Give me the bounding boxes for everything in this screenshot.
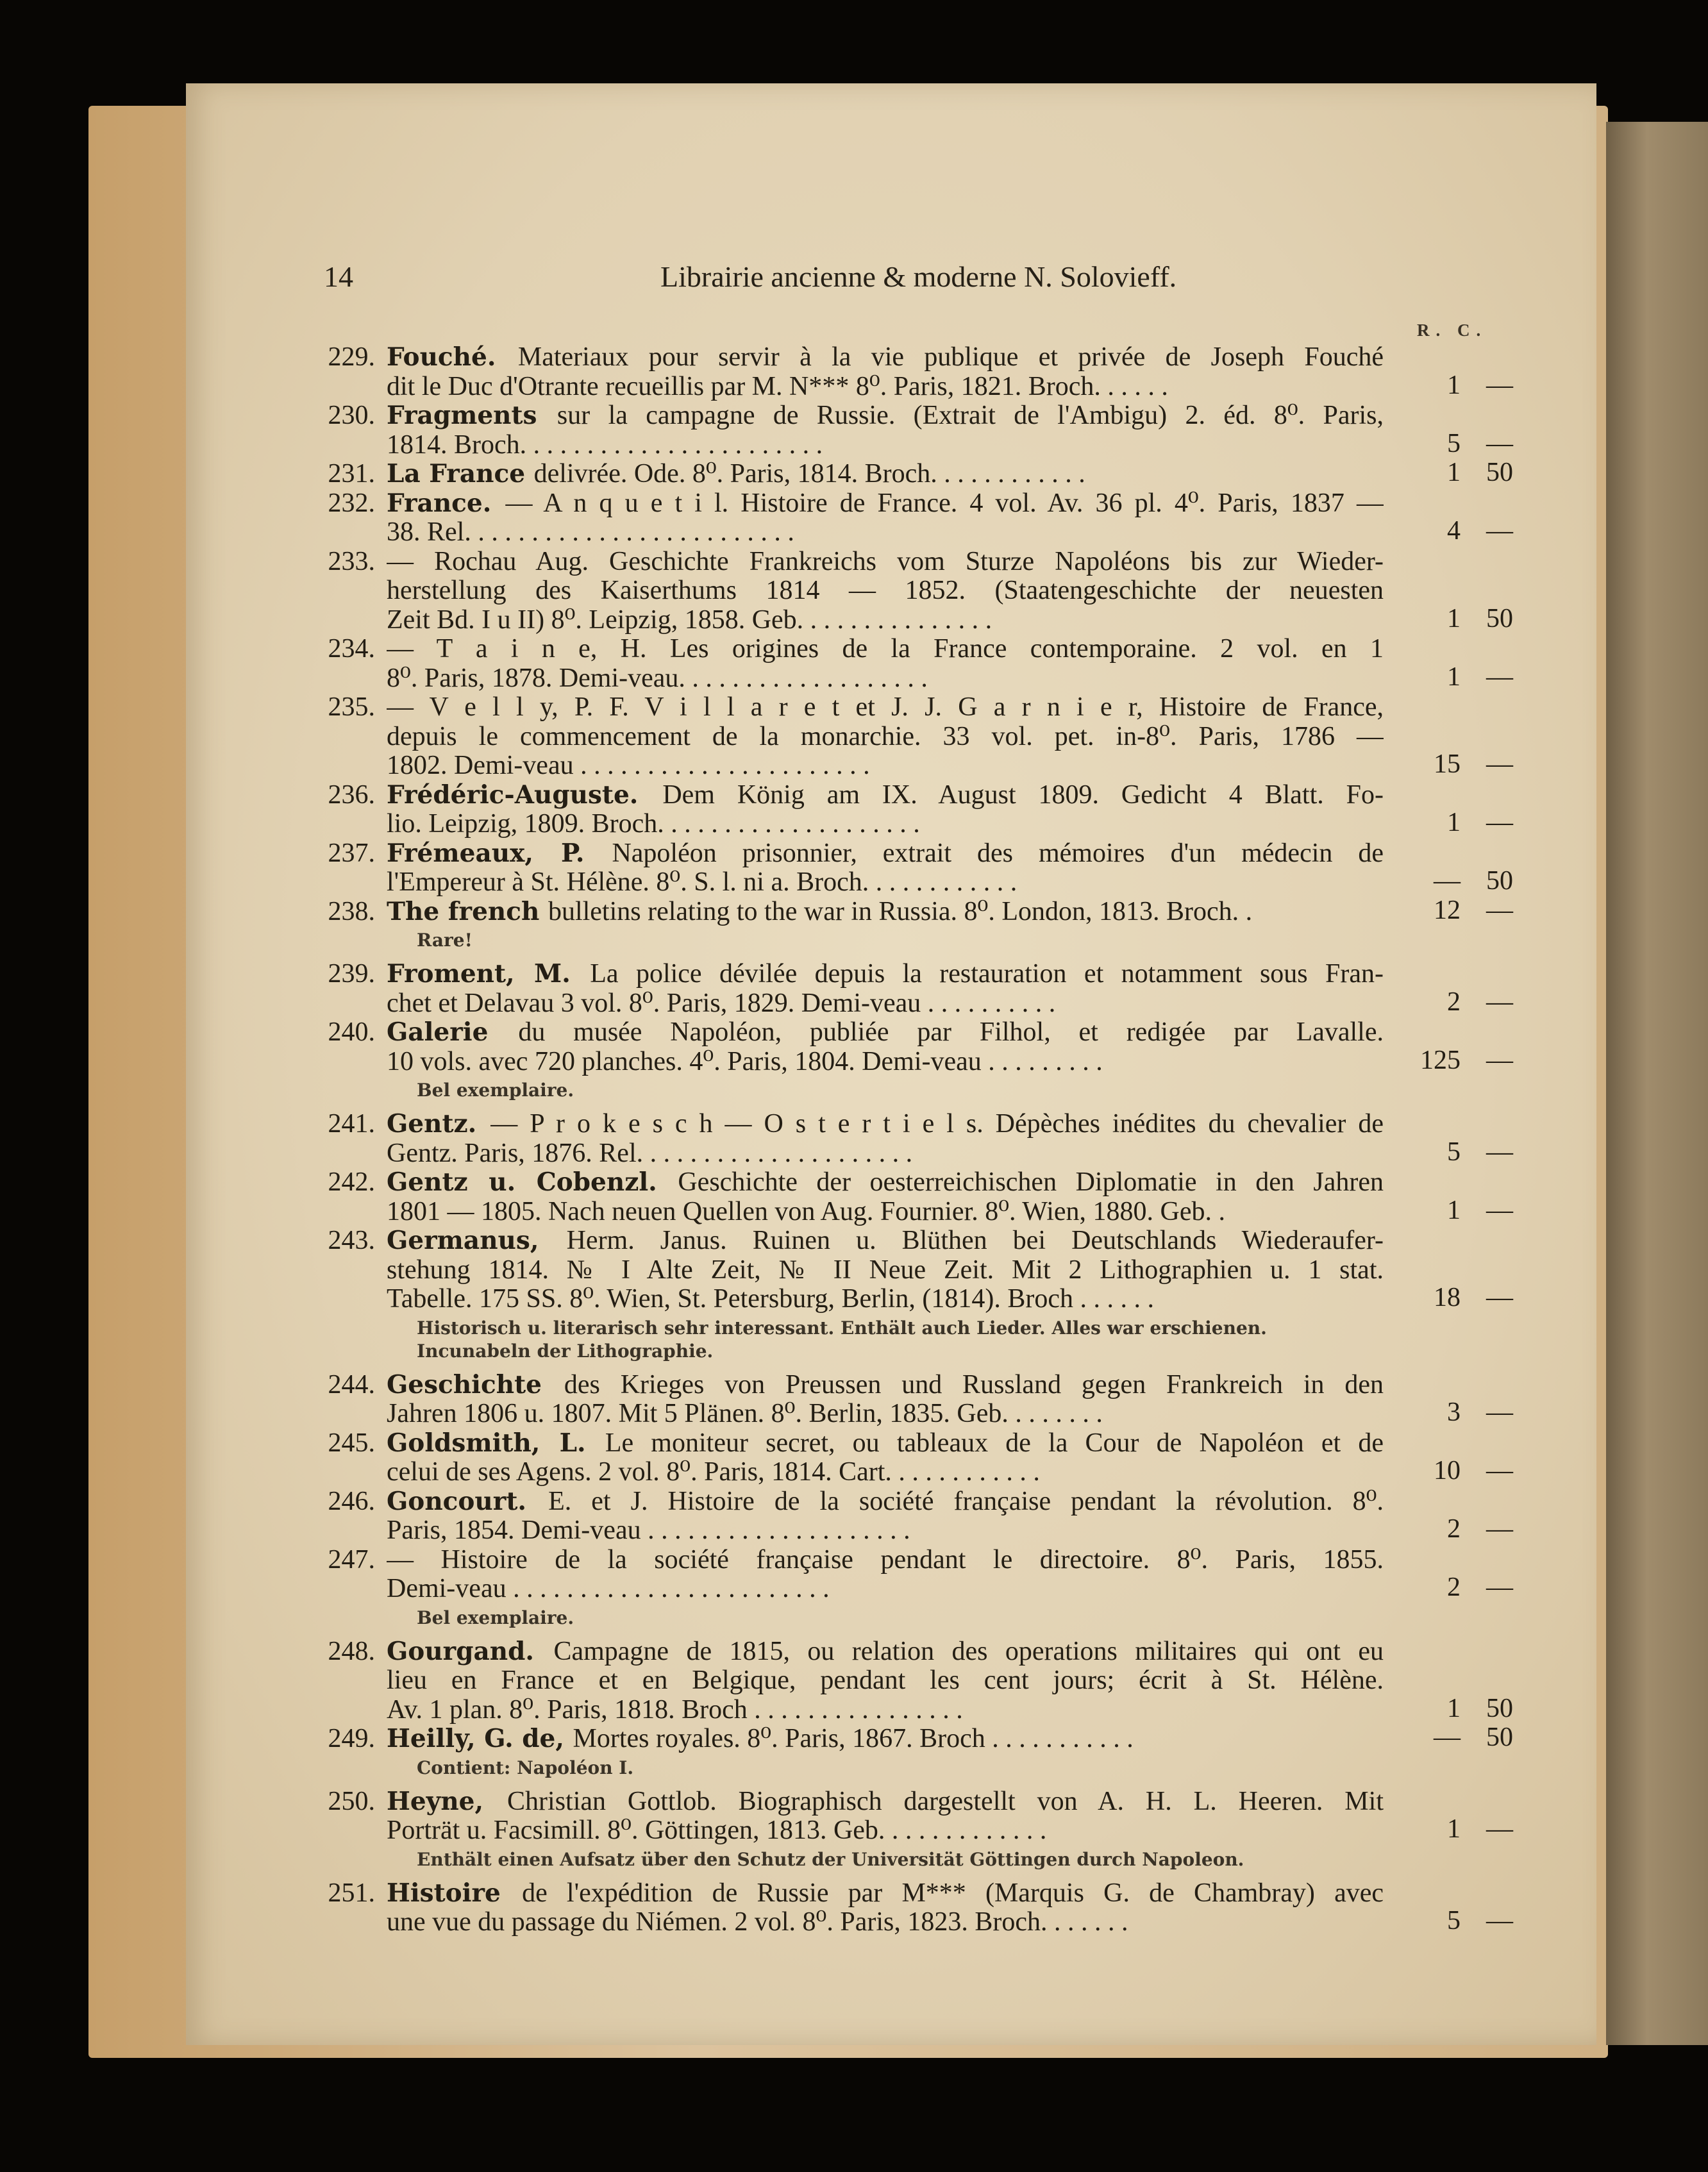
catalogue-entry xyxy=(314,1725,1564,1780)
entry-price xyxy=(1384,868,1531,898)
catalogue-entry xyxy=(314,635,1564,693)
entry-text: stehung 1814. № I Alte Zeit, № II Neue Zeit. Mit 2 Lithographien u. 1 stat. xyxy=(387,1255,1384,1285)
entry-note-line: Bel exemplaire. xyxy=(417,1607,574,1628)
price-roubles: 4 xyxy=(1447,516,1461,546)
entry-text: 1802. Demi-veau . . . . . . . . . . . . . . . . . . . . . . xyxy=(387,751,870,780)
entry-line xyxy=(387,1487,1384,1517)
price-roubles: 2 xyxy=(1447,1573,1461,1602)
catalogue-entry xyxy=(314,401,1564,460)
price-roubles: — xyxy=(1434,866,1461,896)
entry-line xyxy=(387,1399,1384,1429)
price-roubles: 1 xyxy=(1447,603,1461,633)
price-kopecks: 50 xyxy=(1486,866,1513,896)
entry-price xyxy=(1384,1516,1531,1546)
entry-text: Dem König am IX. August 1809. Gedicht 4 Blatt. Fo- xyxy=(662,780,1384,810)
entry-author: The french xyxy=(387,897,548,926)
currency-column-header: R. C. xyxy=(1417,321,1487,340)
catalogue-page xyxy=(186,83,1596,2045)
entry-line xyxy=(387,839,1384,869)
price-kopecks: 50 xyxy=(1486,1693,1513,1723)
price-roubles: 1 xyxy=(1447,458,1461,487)
entry-text: — P r o k e s c h — O s t e r t i e l s. Dépèches inédites du chevalier de xyxy=(490,1110,1384,1139)
entry-author: Gentz u. Cobenzl. xyxy=(387,1168,678,1197)
price-kopecks: — xyxy=(1486,895,1513,925)
entry-text: E. et J. Histoire de la société française pendant la révolution. 8⁰. xyxy=(548,1487,1384,1516)
entry-line xyxy=(387,372,1384,402)
entry-text: — V e l l y, P. F. V i l l a r e t et J. J. G a r n i e r, Histoire de France, xyxy=(387,693,1384,722)
entry-text: Jahren 1806 u. 1807. Mit 5 Plänen. 8⁰. Berlin, 1835. Geb. . . . . . . . xyxy=(387,1399,1103,1428)
entry-number: 235. xyxy=(328,692,375,722)
entry-text: Herm. Janus. Ruinen u. Blüthen bei Deutschlands Wiederaufer- xyxy=(566,1226,1384,1255)
entry-line xyxy=(387,547,1384,577)
entry-line xyxy=(387,810,1384,839)
entry-price xyxy=(1384,895,1531,927)
entry-note-line: Enthält einen Aufsatz über den Schutz der Universität Göttingen durch Napoleon. xyxy=(417,1848,1244,1870)
entry-text: l'Empereur à St. Hélène. 8⁰. S. l. ni a. Broch. . . . . . . . . . . . xyxy=(387,868,1017,897)
entry-line xyxy=(387,1110,1384,1139)
entry-number: 247. xyxy=(328,1544,375,1575)
entry-line xyxy=(387,1458,1384,1487)
entry-line xyxy=(387,1285,1384,1314)
entry-note-line: Bel exemplaire. xyxy=(417,1080,574,1101)
entry-number: 236. xyxy=(328,780,375,810)
entry-description xyxy=(387,343,1384,401)
running-head xyxy=(186,260,1596,298)
catalogue-entry xyxy=(314,693,1564,781)
catalogue-entry xyxy=(314,781,1564,839)
catalogue-entry xyxy=(314,1226,1564,1363)
entry-line xyxy=(387,1516,1384,1546)
entry-number: 234. xyxy=(328,634,375,664)
price-kopecks: — xyxy=(1486,808,1513,837)
entry-description xyxy=(387,460,1384,489)
entry-text: 1801 — 1805. Nach neuen Quellen von Aug. Fournier. 8⁰. Wien, 1880. Geb. . xyxy=(387,1197,1226,1226)
entry-description xyxy=(387,1637,1384,1725)
entry-line xyxy=(387,868,1384,898)
entry-price xyxy=(1384,1693,1531,1725)
entry-author: Goncourt. xyxy=(387,1487,549,1516)
entry-line xyxy=(387,1168,1384,1198)
price-kopecks: — xyxy=(1486,987,1513,1017)
entry-text: — Rochau Aug. Geschichte Frankreichs vom Sturze Napoléons bis zur Wieder- xyxy=(387,547,1384,576)
entry-description xyxy=(387,1546,1384,1604)
price-roubles: 5 xyxy=(1447,1137,1461,1167)
entry-line xyxy=(387,1018,1384,1048)
entry-line xyxy=(387,723,1384,752)
price-roubles: 5 xyxy=(1447,428,1461,458)
entry-price xyxy=(1384,1458,1531,1487)
entry-price xyxy=(1384,1045,1531,1077)
entry-text: Campagne de 1815, ou relation des operations militaires qui ont eu xyxy=(553,1637,1384,1666)
catalogue-entry xyxy=(314,1637,1564,1725)
entry-line xyxy=(387,898,1384,927)
entry-line xyxy=(387,664,1384,694)
price-kopecks: — xyxy=(1486,1514,1513,1544)
entry-line xyxy=(387,576,1384,606)
entry-line xyxy=(387,1256,1384,1285)
entry-note xyxy=(314,1757,1564,1780)
entry-line xyxy=(387,489,1384,519)
entry-price xyxy=(1384,1725,1531,1754)
entry-text: une vue du passage du Niémen. 2 vol. 8⁰. Paris, 1823. Broch. . . . . . . xyxy=(387,1908,1128,1937)
catalogue-entry xyxy=(314,547,1564,635)
price-roubles: 15 xyxy=(1434,749,1461,779)
catalogue-entry xyxy=(314,839,1564,898)
entry-price xyxy=(1384,460,1531,489)
entry-author: Geschichte xyxy=(387,1370,564,1399)
entry-text: Zeit Bd. I u II) 8⁰. Leipzig, 1858. Geb. . . . . . . . . . . . . . . xyxy=(387,605,992,635)
price-roubles: 1 xyxy=(1447,370,1461,400)
entry-line xyxy=(387,1371,1384,1400)
entry-line xyxy=(387,1048,1384,1077)
entry-text: 1814. Broch. . . . . . . . . . . . . . . . . . . . . . . xyxy=(387,430,823,460)
entry-description xyxy=(387,839,1384,898)
entry-note xyxy=(314,929,1564,952)
catalogue-entry xyxy=(314,1110,1564,1168)
entry-description xyxy=(387,1226,1384,1314)
price-roubles: 12 xyxy=(1434,895,1461,925)
entry-text: 10 vols. avec 720 planches. 4⁰. Paris, 1804. Demi-veau . . . . . . . . . xyxy=(387,1047,1103,1076)
catalogue-entry xyxy=(314,1168,1564,1226)
entry-line xyxy=(387,1787,1384,1817)
price-kopecks: — xyxy=(1486,1814,1513,1844)
price-kopecks: — xyxy=(1486,428,1513,458)
entry-text: Tabelle. 175 SS. 8⁰. Wien, St. Petersburg, Berlin, (1814). Broch . . . . . . xyxy=(387,1285,1155,1314)
entry-text: Napoléon prisonnier, extrait des mémoires d'un médecin de xyxy=(612,839,1384,868)
catalogue-entry xyxy=(314,343,1564,401)
catalogue-entry xyxy=(314,460,1564,489)
entry-note xyxy=(314,1079,1564,1102)
catalogue-entry xyxy=(314,1879,1564,1937)
catalogue-entry xyxy=(314,895,1564,953)
entry-note-line: Incunabeln der Lithographie. xyxy=(417,1340,714,1362)
catalogue-entry xyxy=(314,1429,1564,1487)
price-kopecks: — xyxy=(1486,516,1513,546)
entry-text: du musée Napoléon, publiée par Filhol, et redigée par Lavalle. xyxy=(518,1018,1384,1047)
entry-number: 232. xyxy=(328,488,375,518)
entry-line xyxy=(387,1879,1384,1909)
entry-text: depuis le commencement de la monarchie. 33 vol. pet. in-8⁰. Paris, 1786 — xyxy=(387,722,1384,751)
entry-number: 231. xyxy=(328,459,375,489)
entry-description xyxy=(387,960,1384,1018)
entry-line xyxy=(387,1198,1384,1227)
entry-number: 250. xyxy=(328,1786,375,1816)
entry-description xyxy=(387,1110,1384,1168)
entry-number: 242. xyxy=(328,1167,375,1197)
entry-text: chet et Delavau 3 vol. 8⁰. Paris, 1829. Demi-veau . . . . . . . . . . xyxy=(387,989,1056,1018)
entry-author: La France xyxy=(387,460,534,489)
entry-price xyxy=(1384,603,1531,635)
entry-number: 245. xyxy=(328,1428,375,1458)
entry-line xyxy=(387,1429,1384,1458)
entry-text: 8⁰. Paris, 1878. Demi-veau. . . . . . . . . . . . . . . . . . . xyxy=(387,664,928,693)
entry-price xyxy=(1384,1816,1531,1846)
page-number: 14 xyxy=(324,260,353,293)
entry-number: 233. xyxy=(328,546,375,576)
entry-author: Germanus, xyxy=(387,1226,567,1255)
entry-number: 243. xyxy=(328,1226,375,1255)
catalogue-entry xyxy=(314,1371,1564,1429)
entry-line xyxy=(387,1546,1384,1575)
entry-text: — A n q u e t i l. Histoire de France. 4 vol. Av. 36 pl. 4⁰. Paris, 1837 — xyxy=(505,489,1384,518)
entry-line xyxy=(387,460,1384,489)
entry-note xyxy=(314,1848,1564,1871)
entry-description xyxy=(387,1879,1384,1937)
entry-line xyxy=(387,635,1384,664)
entry-text: delivrée. Ode. 8⁰. Paris, 1814. Broch. . . . . . . . . . . . xyxy=(533,460,1085,489)
price-kopecks: — xyxy=(1486,1398,1513,1427)
entry-price xyxy=(1384,1285,1531,1314)
price-roubles: — xyxy=(1434,1723,1461,1752)
price-kopecks: — xyxy=(1486,1195,1513,1225)
price-roubles: 1 xyxy=(1447,1195,1461,1225)
entry-number: 251. xyxy=(328,1878,375,1908)
entry-description xyxy=(387,1487,1384,1546)
entry-number: 249. xyxy=(328,1724,375,1753)
entry-number: 237. xyxy=(328,838,375,868)
entry-author: Galerie xyxy=(387,1018,519,1047)
entry-text: celui de ses Agens. 2 vol. 8⁰. Paris, 1814. Cart. . . . . . . . . . . . xyxy=(387,1458,1040,1487)
entry-text: Demi-veau . . . . . . . . . . . . . . . . . . . . . . . . xyxy=(387,1575,830,1603)
entry-author: Heyne, xyxy=(387,1787,508,1816)
price-kopecks: — xyxy=(1486,1045,1513,1075)
entry-text: Porträt u. Facsimill. 8⁰. Göttingen, 1813. Geb. . . . . . . . . . . . . xyxy=(387,1816,1047,1845)
entry-description xyxy=(387,1429,1384,1487)
catalogue-entry xyxy=(314,1018,1564,1102)
entry-text: Paris, 1854. Demi-veau . . . . . . . . . . . . . . . . . . . . xyxy=(387,1516,910,1545)
price-kopecks: 50 xyxy=(1486,1723,1513,1752)
entry-author: Frémeaux, P. xyxy=(387,839,612,868)
catalogue-entry xyxy=(314,489,1564,547)
entry-line xyxy=(387,606,1384,635)
entry-description xyxy=(387,1168,1384,1226)
price-kopecks: — xyxy=(1486,1456,1513,1485)
entry-line xyxy=(387,1908,1384,1937)
price-kopecks: — xyxy=(1486,662,1513,692)
catalogue-entries xyxy=(314,343,1564,1937)
entry-line xyxy=(387,1139,1384,1169)
entry-author: Froment, M. xyxy=(387,960,590,989)
entry-description xyxy=(387,898,1384,927)
price-roubles: 1 xyxy=(1447,662,1461,692)
entry-author: Fouché. xyxy=(387,343,518,372)
entry-text: — Histoire de la société française pendant le directoire. 8⁰. Paris, 1855. xyxy=(387,1545,1384,1575)
entry-price xyxy=(1384,1139,1531,1169)
entry-text: Le moniteur secret, ou tableaux de la Cour de Napoléon et de xyxy=(605,1428,1384,1458)
catalogue-entry xyxy=(314,1787,1564,1871)
catalogue-entry xyxy=(314,960,1564,1018)
price-kopecks: — xyxy=(1486,1573,1513,1602)
entry-line xyxy=(387,401,1384,431)
catalogue-entry xyxy=(314,1487,1564,1546)
entry-author: Fragments xyxy=(387,401,557,430)
entry-price xyxy=(1384,1575,1531,1604)
entry-line xyxy=(387,751,1384,781)
entry-line xyxy=(387,1666,1384,1696)
entry-number: 240. xyxy=(328,1017,375,1047)
price-roubles: 2 xyxy=(1447,987,1461,1017)
entry-description xyxy=(387,489,1384,547)
entry-text: des Krieges von Preussen und Russland gegen Frankreich in den xyxy=(564,1370,1384,1399)
entry-text: Gentz. Paris, 1876. Rel. . . . . . . . . . . . . . . . . . . . . xyxy=(387,1139,913,1168)
price-kopecks: 50 xyxy=(1486,458,1513,487)
entry-price xyxy=(1384,428,1531,460)
entry-text: Materiaux pour servir à la vie publique et privée de Joseph Fouché xyxy=(517,343,1384,372)
entry-number: 241. xyxy=(328,1109,375,1139)
entry-description xyxy=(387,781,1384,839)
entry-description xyxy=(387,1018,1384,1076)
price-kopecks: — xyxy=(1486,1283,1513,1312)
entry-author: Frédéric-Auguste. xyxy=(387,780,663,810)
entry-text: de l'expédition de Russie par M*** (Marquis G. de Chambray) avec xyxy=(522,1878,1384,1908)
price-kopecks: — xyxy=(1486,370,1513,400)
entry-line xyxy=(387,343,1384,372)
entry-text: dit le Duc d'Otrante recueillis par M. N*** 8⁰. Paris, 1821. Broch. . . . . . xyxy=(387,372,1168,401)
entry-note xyxy=(314,1317,1564,1363)
price-kopecks: 50 xyxy=(1486,603,1513,633)
entry-number: 239. xyxy=(328,959,375,989)
entry-author: Gourgand. xyxy=(387,1637,554,1666)
entry-text: herstellung des Kaiserthums 1814 — 1852. (Staatengeschichte der neuesten xyxy=(387,576,1384,605)
entry-number: 248. xyxy=(328,1636,375,1666)
facing-page-edge xyxy=(1606,122,1708,2045)
price-roubles: 18 xyxy=(1434,1283,1461,1312)
entry-line xyxy=(387,1725,1384,1754)
entry-line xyxy=(387,431,1384,460)
entry-description xyxy=(387,1787,1384,1846)
entry-line xyxy=(387,960,1384,989)
entry-number: 229. xyxy=(328,342,375,372)
entry-description xyxy=(387,547,1384,635)
price-roubles: 5 xyxy=(1447,1906,1461,1935)
entry-author: Histoire xyxy=(387,1878,523,1908)
entry-price xyxy=(1384,372,1531,402)
entry-line xyxy=(387,518,1384,547)
entry-note-line: Rare! xyxy=(417,930,473,951)
entry-note-line: Contient: Napoléon I. xyxy=(417,1757,634,1778)
price-roubles: 3 xyxy=(1447,1398,1461,1427)
entry-author: Goldsmith, L. xyxy=(387,1428,605,1458)
entry-price xyxy=(1384,1908,1531,1937)
entry-line xyxy=(387,1575,1384,1604)
entry-text: lio. Leipzig, 1809. Broch. . . . . . . . . . . . . . . . . . . . xyxy=(387,810,920,839)
price-kopecks: — xyxy=(1486,1906,1513,1935)
entry-line xyxy=(387,693,1384,723)
page-title: Librairie ancienne & moderne N. Solovieff. xyxy=(660,260,1177,293)
entry-text: La police dévilée depuis la restauration et notamment sous Fran- xyxy=(590,960,1384,989)
price-roubles: 1 xyxy=(1447,808,1461,837)
entry-price xyxy=(1384,518,1531,547)
entry-text: 38. Rel. . . . . . . . . . . . . . . . . . . . . . . . . xyxy=(387,518,794,547)
price-roubles: 2 xyxy=(1447,1514,1461,1544)
entry-number: 244. xyxy=(328,1369,375,1399)
entry-description xyxy=(387,401,1384,460)
entry-text: bulletins relating to the war in Russia. 8⁰. London, 1813. Broch. . xyxy=(548,897,1253,926)
price-kopecks: — xyxy=(1486,1137,1513,1167)
entry-number: 238. xyxy=(328,896,375,926)
entry-text: sur la campagne de Russie. (Extrait de l'Ambigu) 2. éd. 8⁰. Paris, xyxy=(557,401,1384,430)
entry-note-line: Historisch u. literarisch sehr interessant. Enthält auch Lieder. Alles war erschienen. xyxy=(417,1317,1267,1339)
price-roubles: 125 xyxy=(1420,1045,1461,1075)
entry-text: Geschichte der oesterreichischen Diplomatie in den Jahren xyxy=(678,1168,1384,1197)
entry-price xyxy=(1384,989,1531,1019)
price-roubles: 10 xyxy=(1434,1456,1461,1485)
entry-price xyxy=(1384,751,1531,781)
entry-author: France. xyxy=(387,489,506,518)
entry-price xyxy=(1384,810,1531,839)
price-roubles: 1 xyxy=(1447,1693,1461,1723)
entry-line xyxy=(387,781,1384,810)
catalogue-entry xyxy=(314,1546,1564,1630)
entry-line xyxy=(387,1226,1384,1256)
entry-author: Gentz. xyxy=(387,1110,491,1139)
entry-text: Mortes royales. 8⁰. Paris, 1867. Broch . . . . . . . . . . . xyxy=(573,1725,1134,1753)
entry-text: Christian Gottlob. Biographisch dargestellt von A. H. L. Heeren. Mit xyxy=(507,1787,1384,1816)
entry-line xyxy=(387,1696,1384,1725)
entry-text: Av. 1 plan. 8⁰. Paris, 1818. Broch . . . . . . . . . . . . . . . . xyxy=(387,1695,963,1725)
entry-author: Heilly, G. de, xyxy=(387,1725,573,1753)
price-kopecks: — xyxy=(1486,749,1513,779)
entry-description xyxy=(387,1371,1384,1429)
entry-price xyxy=(1384,1399,1531,1429)
entry-text: — T a i n e, H. Les origines de la France contemporaine. 2 vol. en 1 xyxy=(387,635,1384,664)
entry-description xyxy=(387,1725,1384,1754)
entry-description xyxy=(387,635,1384,693)
entry-number: 246. xyxy=(328,1486,375,1516)
entry-description xyxy=(387,693,1384,781)
entry-line xyxy=(387,1637,1384,1667)
entry-text: lieu en France et en Belgique, pendant les cent jours; écrit à St. Hélène. xyxy=(387,1666,1384,1695)
entry-note xyxy=(314,1607,1564,1630)
entry-price xyxy=(1384,1195,1531,1227)
entry-number: 230. xyxy=(328,401,375,430)
entry-line xyxy=(387,1816,1384,1846)
price-roubles: 1 xyxy=(1447,1814,1461,1844)
entry-price xyxy=(1384,664,1531,694)
entry-line xyxy=(387,989,1384,1019)
